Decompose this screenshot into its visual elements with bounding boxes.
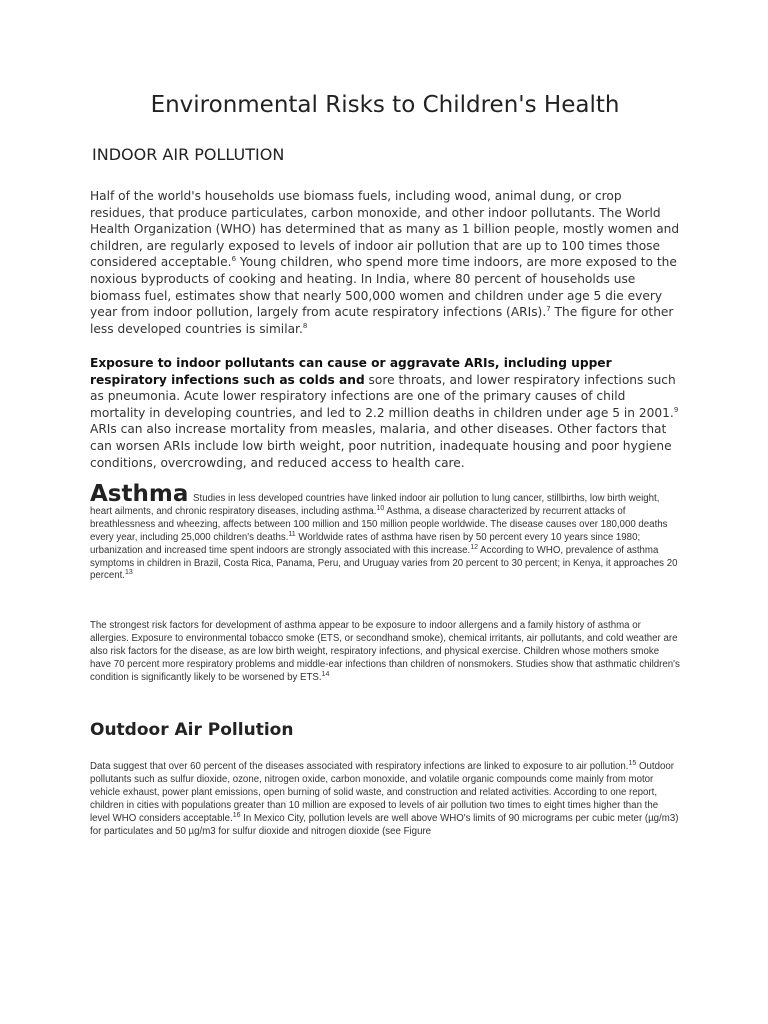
footnote-ref: 14 xyxy=(321,670,330,678)
footnote-ref: 15 xyxy=(628,759,637,767)
text-run: Outdoor pollutants such as sulfur dioxide, ozone, nitrogen oxide, carbon monoxide, and volatile organic compounds come mainly from motor vehicle exhaust, power plant emissions, open burning of solid waste, and construction and related activities. According to one report, children in cities with populations greater than 10 million are exposed to levels of air pollution two times to eight times higher than the level WHO considers acceptable. xyxy=(90,761,674,824)
text-run: Data suggest that over 60 percent of the diseases associated with respiratory infections are linked to exposure to air pollution. xyxy=(90,761,629,772)
footnote-ref: 10 xyxy=(376,504,385,512)
footnote-ref: 11 xyxy=(288,530,296,538)
footnote-ref: 12 xyxy=(470,543,478,551)
text-run: According to WHO, prevalence of asthma symptoms in children in Brazil, Costa Rica, Panama, Peru, and Uruguay varies from 20 percent to 30 percent; in Kenya, it approaches 20 percent. xyxy=(90,544,678,582)
asthma-paragraph xyxy=(90,481,680,583)
outdoor-air-pollution-heading: Outdoor Air Pollution xyxy=(90,720,294,740)
indoor-paragraph-2 xyxy=(90,355,680,471)
asthma-risk-paragraph xyxy=(90,620,680,685)
text-run: Worldwide rates of asthma have risen by 50 percent every 10 years since 1980; urbanization and increased time spent indoors are strongly associated with this increase. xyxy=(90,531,641,556)
text-run: Asthma, a disease characterized by recurrent attacks of breathlessness and wheezing, affects between 100 million and 150 million people worldwide. The disease causes over 180,000 deaths every year, including 25,000 children's deaths. xyxy=(90,505,668,543)
bold-lead-text: Exposure to indoor pollutants can cause or aggravate ARIs, including upper respiratory infections such as colds and xyxy=(90,356,612,387)
footnote-ref: 16 xyxy=(232,811,241,819)
text-run: The figure for other less developed countries is similar. xyxy=(90,305,674,336)
text-run: Studies in less developed countries have linked indoor air pollution to lung cancer, stillbirths, low birth weight, heart ailments, and chronic respiratory diseases, including asthma. xyxy=(90,493,660,517)
indoor-air-pollution-heading: INDOOR AIR POLLUTION xyxy=(92,145,285,164)
outdoor-paragraph xyxy=(90,761,680,838)
footnote-ref: 13 xyxy=(125,569,133,577)
footnote-ref: 7 xyxy=(546,305,551,314)
text-run: Young children, who spend more time indoors, are more exposed to the noxious byproducts of cooking and heating. In India, where 80 percent of households use biomass fuel, estimates show that nearly 500,000 women and children under age 5 die every year from indoor pollution, largely from acute respiratory infections (ARIs). xyxy=(90,255,677,320)
text-run: The strongest risk factors for development of asthma appear to be exposure to indoor allergens and a family history of asthma or allergies. Exposure to environmental tobacco smoke (ETS, or secondhand smoke), chemical irritants, air pollutants, and cold weather are also risk factors for the disease, as are low birth weight, respiratory infections, and physical exercise. Children whose mothers smoke have 70 percent more respiratory problems and middle-ear infections than children of nonsmokers. Studies show that asthmatic children's condition is significantly likely to be worsened by ETS. xyxy=(90,620,680,683)
asthma-heading: Asthma xyxy=(90,481,189,507)
text-run: sore throats, and lower respiratory infections such as pneumonia. Acute lower respiratory infections are one of the primary causes of child mortality in developing countries, and led to 2.2 million deaths in children under age 5 in 2001. xyxy=(90,372,676,420)
footnote-ref: 6 xyxy=(231,255,237,264)
text-run: ARIs can also increase mortality from measles, malaria, and other diseases. Other factors that can worsen ARIs include low birth weight, poor nutrition, inadequate housing and poor hygiene conditions, overcrowding, and reduced access to health care. xyxy=(90,422,672,470)
text-run: In Mexico City, pollution levels are well above WHO's limits of 90 micrograms per cubic meter (µg/m3) for particulates and 50 µg/m3 for sulfur dioxide and nitrogen dioxide (see Figure xyxy=(90,812,679,837)
footnote-ref: 9 xyxy=(673,405,679,414)
indoor-paragraph-1 xyxy=(90,188,680,337)
asthma-section xyxy=(90,481,680,583)
page-title: Environmental Risks to Children's Health xyxy=(150,92,620,118)
text-run: Half of the world's households use biomass fuels, including wood, animal dung, or crop residues, that produce particulates, carbon monoxide, and other indoor pollutants. The World Health Organization (WHO) has determined that as many as 1 billion people, mostly women and children, are regularly exposed to levels of indoor air pollution that are up to 100 times those considered acceptable. xyxy=(90,189,680,270)
footnote-ref: 8 xyxy=(302,321,308,330)
